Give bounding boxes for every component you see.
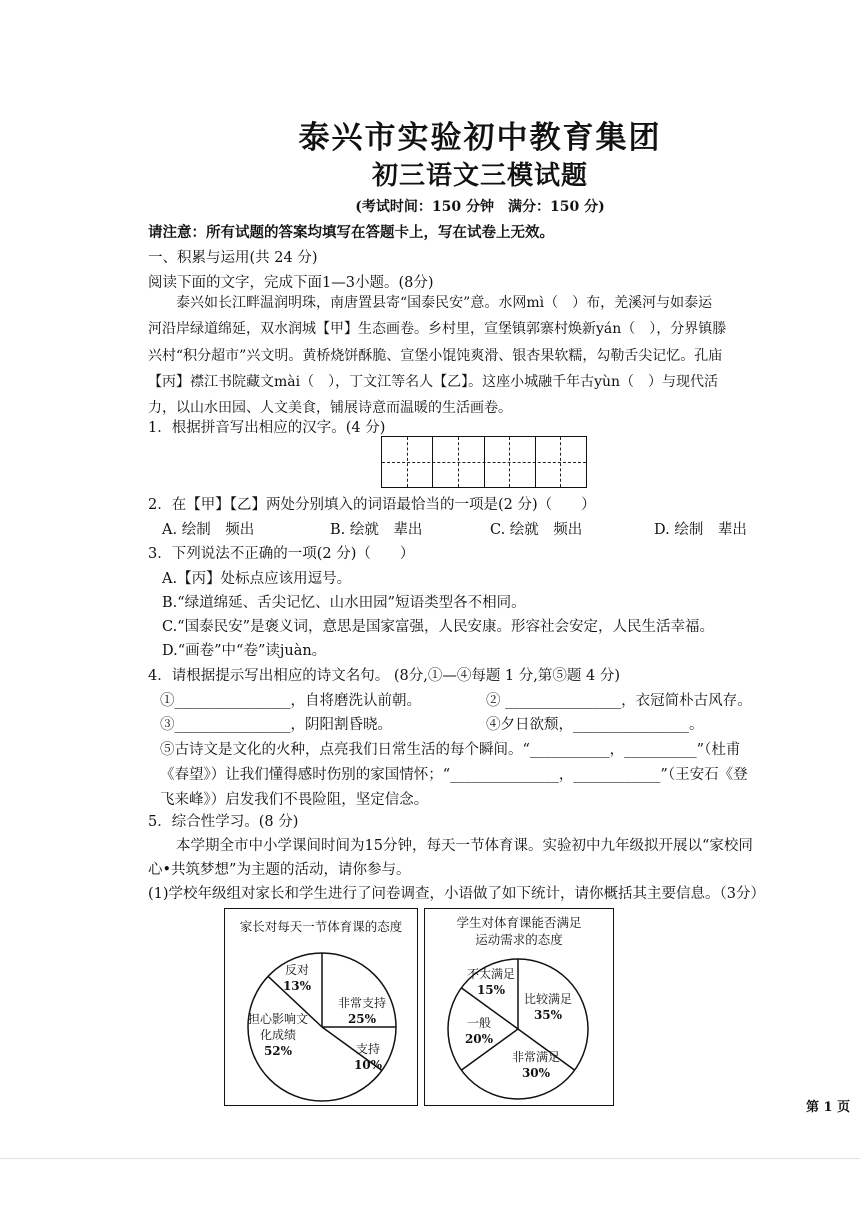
pie-category-label: 化成绩: [259, 1028, 297, 1042]
option-a: A. 绘制 频出: [162, 522, 255, 538]
q4-item-5: ⑤古诗文是文化的火种，点亮我们日常生活的每个瞬间。“___________，__________”（杜甫: [160, 742, 741, 758]
grid-cell: [433, 437, 459, 487]
pie-category-label: 一般: [466, 1016, 492, 1030]
pie-value-label: 52%: [263, 1044, 293, 1058]
pie-category-label: 支持: [355, 1042, 381, 1056]
question-4: 4．请根据提示写出相应的诗文名句。 (8分,①—④每题 1 分,第⑤题 4 分): [148, 668, 620, 684]
q4-item-4: ④夕日欲颓，________________。: [486, 717, 704, 733]
grid-cell: [485, 437, 511, 487]
passage-intro: 阅读下面的文字，完成下面1—3小题。(8分): [148, 275, 434, 291]
q5-paragraph-cont: 心•共筑梦想”为主题的活动，请你参与。: [148, 862, 411, 878]
pie-value-label: 13%: [282, 979, 312, 993]
q4-item-3: ③________________，阴阳割昏晓。: [160, 717, 392, 733]
chart-title: 家长对每天一节体育课的态度: [239, 919, 403, 934]
section-heading: 一、积累与运用(共 24 分): [148, 250, 318, 266]
pie-value-label: 30%: [521, 1066, 551, 1080]
option-c: C. 绘就 频出: [490, 522, 583, 538]
grid-cell: [536, 437, 562, 487]
pie-value-label: 20%: [464, 1032, 494, 1046]
question-2: 2．在【甲】【乙】两处分别填入的词语最恰当的一项是(2 分)（ ）: [148, 497, 596, 513]
grid-cell: [459, 437, 485, 487]
pie-category-label: 担心影响文: [247, 1012, 309, 1026]
q4-item-2: ② ________________，衣冠简朴古风存。: [486, 693, 752, 709]
passage-line: 【丙】襟江书院藏文mài（ ），丁文江等名人【乙】。这座小城融千年古yùn（ ）与现代活: [148, 373, 719, 390]
student-attitude-pie: [425, 909, 615, 1107]
pie-value-label: 25%: [347, 1012, 377, 1026]
passage-line: 河沿岸绿道绵延，双水润城【甲】生态画卷。乡村里，宣堡镇郭寨村焕新yán（ ），分界镇滕: [148, 321, 727, 338]
pie-category-label: 非常支持: [337, 996, 387, 1010]
pie-value-label: 10%: [353, 1058, 383, 1072]
q4-item-5-cont: 飞来峰》）启发我们不畏险阻，坚定信念。: [160, 792, 429, 808]
pie-category-label: 不太满足: [466, 967, 516, 981]
q3-option-a: A.【丙】处标点应该用逗号。: [162, 571, 352, 587]
option-d: D. 绘制 辈出: [654, 522, 747, 538]
page-number: 第 1 页: [806, 1100, 851, 1115]
passage-line: 泰兴如长江畔温润明珠，南唐置县寄“国泰民安”意。水网mì（ ）布，羌溪河与如泰运: [176, 295, 713, 311]
question-5: 5．综合性学习。(8 分): [148, 814, 299, 830]
passage-line: 力，以山水田园、人文美食，铺展诗意而温暖的生活画卷。: [148, 400, 512, 417]
chart-title-line: 运动需求的态度: [475, 932, 563, 947]
school-title: 泰兴市实验初中教育集团: [298, 120, 662, 156]
q4-item-5-cont: 《春望》）让我们懂得感时伤别的家国情怀；“_______________，____________”（王安石《登: [160, 767, 748, 783]
option-b: B. 绘就 辈出: [330, 522, 423, 538]
page-bottom-divider: [0, 1158, 860, 1159]
exam-title: 初三语文三模试题: [371, 161, 588, 191]
student-attitude-chart: [424, 908, 614, 1106]
q3-option-d: D.“画卷”中“卷”读juàn。: [162, 643, 327, 659]
pie-category-label: 比较满足: [523, 992, 573, 1006]
q3-option-c: C.“国泰民安”是褒义词，意思是国家富强，人民安康。形容社会安定，人民生活幸福。: [162, 619, 715, 635]
pie-category-label: 反对: [284, 963, 310, 977]
notice: 请注意：所有试题的答案均填写在答题卡上，写在试卷上无效。: [148, 224, 554, 241]
chart-title-line: 学生对体育课能否满足: [456, 915, 582, 930]
exam-time-info: (考试时间：150 分钟 满分：150 分): [355, 199, 605, 215]
question-1: 1．根据拼音写出相应的汉字。(4 分): [148, 420, 386, 436]
q5-paragraph: 本学期全市中小学课间时间为15分钟，每天一节体育课。实验初中九年级拟开展以“家校同: [176, 838, 753, 854]
parent-attitude-pie: [225, 909, 419, 1107]
q3-option-b: B.“绿道绵延、舌尖记忆、山水田园”短语类型各不相同。: [162, 595, 526, 611]
grid-cell: [408, 437, 434, 487]
pie-value-label: 15%: [476, 983, 506, 997]
parent-attitude-chart: [224, 908, 418, 1106]
q5-subquestion-1: (1)学校年级组对家长和学生进行了问卷调查，小语做了如下统计，请你概括其主要信息。（3分）: [148, 886, 766, 902]
q4-item-1: ①________________，自将磨洗认前朝。: [160, 693, 421, 709]
grid-cell: [561, 437, 586, 487]
reading-passage: [148, 290, 820, 421]
grid-cell: [510, 437, 536, 487]
passage-line: 兴村“积分超市”兴文明。黄桥烧饼酥脆、宣堡小馄饨爽滑、银杏果软糯，勾勒舌尖记忆。孔庙: [148, 347, 723, 364]
answer-grid: [381, 436, 587, 488]
question-3: 3．下列说法不正确的一项(2 分)（ ）: [148, 546, 415, 562]
pie-value-label: 35%: [533, 1008, 563, 1022]
pie-category-label: 非常满足: [511, 1050, 561, 1064]
grid-cell: [382, 437, 408, 487]
